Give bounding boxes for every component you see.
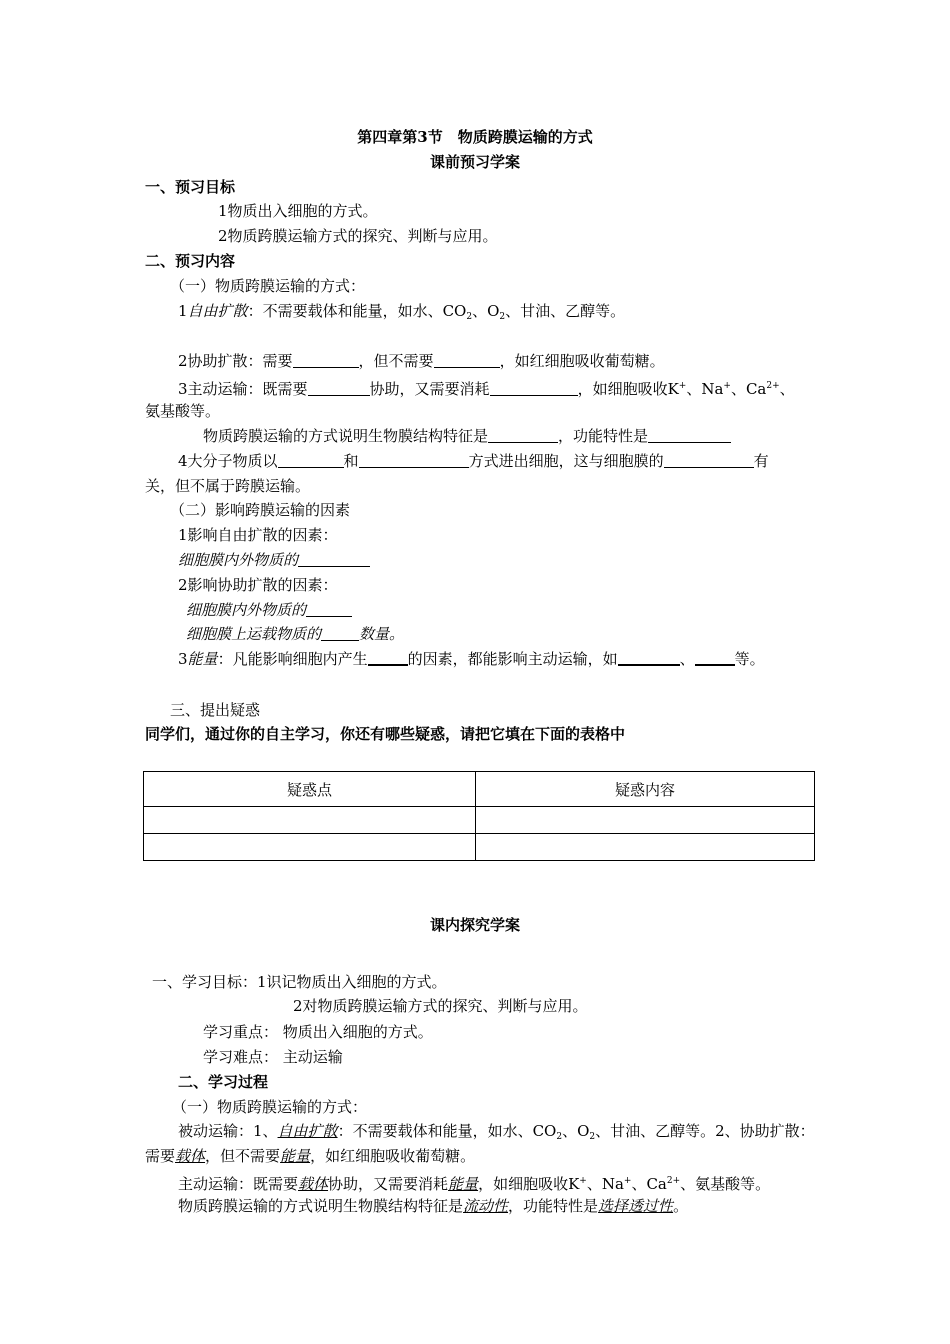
text: ：凡能影响细胞内产生 (217, 650, 368, 668)
text: ，如细胞吸收K (478, 1175, 580, 1193)
active-transport-line (178, 376, 795, 399)
learning-goal-line: 一、学习目标：1识记物质出入细胞的方式。 (152, 973, 447, 991)
text: 细胞膜内外物质的 (186, 601, 307, 619)
text: 3主动运输：既需要 (178, 380, 308, 398)
text: 协助，又需要消耗 (328, 1175, 449, 1193)
text: ：不需要载体和能量，如水、CO (337, 1122, 557, 1140)
text: 、Ca (631, 1175, 667, 1193)
text: 物质跨膜运输的方式说明生物膜结构特征是 (203, 427, 489, 445)
table-cell[interactable] (144, 834, 476, 861)
text: ，功能特性是 (558, 427, 649, 445)
answer-carrier: 载体 (298, 1175, 329, 1193)
fill-blank[interactable] (488, 427, 558, 443)
factor-heading: 1影响自由扩散的因素： (178, 526, 338, 544)
text: 数量。 (359, 625, 405, 643)
text: 、 (679, 650, 695, 668)
text: 有 (753, 452, 769, 470)
text: ，如细胞吸收K (577, 380, 679, 398)
term-free-diffusion: 自由扩散 (187, 302, 248, 320)
term-energy: 能量 (187, 650, 218, 668)
preview-subtitle: 课前预习学案 (429, 153, 520, 171)
passive-transport-line (178, 1121, 815, 1147)
energy-factor-line (178, 649, 765, 669)
membrane-feature-answer-line (178, 1196, 688, 1216)
macromolecule-line (178, 451, 769, 471)
text: ，功能特性是 (508, 1197, 599, 1215)
superscript: + (678, 381, 687, 391)
item-number: 3 (178, 650, 188, 668)
fill-blank[interactable] (664, 452, 754, 468)
answer-fluidity: 流动性 (463, 1197, 509, 1215)
active-transport-answer-line (178, 1171, 770, 1194)
fill-blank[interactable] (648, 427, 731, 443)
text: 4大分子物质以 (178, 452, 278, 470)
text: ，如红细胞吸收葡萄糖。 (310, 1147, 476, 1165)
table-row (144, 834, 815, 861)
subsection-heading: （二）影响跨膜运输的因素 (170, 501, 351, 519)
subscript: 2 (556, 1132, 563, 1142)
factor-line (186, 600, 352, 620)
section-heading-questions: 三、提出疑惑 (170, 701, 261, 719)
subscript: 2 (589, 1132, 596, 1142)
text: 的因素，都能影响主动运输，如 (407, 650, 618, 668)
text: 、 (779, 380, 795, 398)
table-cell[interactable] (476, 834, 815, 861)
goal-item: 2物质跨膜运输方式的探究、判断与应用。 (218, 227, 498, 245)
factor-line (178, 550, 370, 570)
superscript: + (579, 1176, 587, 1186)
inclass-subtitle: 课内探究学案 (429, 916, 520, 934)
superscript: + (623, 1176, 632, 1186)
section-heading-process: 二、学习过程 (178, 1073, 269, 1091)
term-free-diffusion: 自由扩散 (277, 1122, 338, 1140)
fill-blank[interactable] (278, 452, 344, 468)
answer-carrier: 载体 (175, 1147, 206, 1165)
text: 、甘油、乙醇等。2、协助扩散： (595, 1122, 815, 1140)
table-cell[interactable] (144, 807, 476, 834)
key-point: 学习重点： 物质出入细胞的方式。 (203, 1023, 433, 1041)
subscript: 2 (466, 312, 473, 322)
text: ，如红细胞吸收葡萄糖。 (499, 352, 665, 370)
fill-blank[interactable] (308, 380, 370, 396)
fill-blank[interactable] (695, 649, 735, 666)
table-cell[interactable] (476, 807, 815, 834)
text: 物质跨膜运输的方式说明生物膜结构特征是 (178, 1197, 464, 1215)
text: 2协助扩散：需要 (178, 352, 293, 370)
text: 细胞膜内外物质的 (178, 551, 299, 569)
text: 和 (343, 452, 359, 470)
text: 、O (472, 302, 500, 320)
subscript: 2 (499, 312, 506, 322)
table-header-row (144, 772, 815, 807)
membrane-feature-line (203, 426, 731, 446)
section-heading-goals: 一、预习目标 (145, 178, 236, 196)
questions-prompt: 同学们，通过你的自主学习，你还有哪些疑惑，请把它填在下面的表格中 (145, 725, 626, 743)
fill-blank[interactable] (298, 551, 370, 567)
text: ，但不需要 (205, 1147, 281, 1165)
text: 主动运输：既需要 (178, 1175, 299, 1193)
text: 被动运输：1、 (178, 1122, 278, 1140)
text: 。 (673, 1197, 689, 1215)
text: 、Ca (730, 380, 767, 398)
text: 、氨基酸等。 (680, 1175, 771, 1193)
text: 等。 (734, 650, 765, 668)
superscript: 2+ (766, 381, 780, 391)
factor-line (186, 624, 404, 644)
free-diffusion-line (178, 301, 625, 327)
answer-energy: 能量 (280, 1147, 311, 1165)
continuation-text: 关，但不属于跨膜运输。 (145, 477, 311, 495)
fill-blank[interactable] (306, 601, 352, 617)
goal-item: 1物质出入细胞的方式。 (218, 202, 378, 220)
answer-energy: 能量 (448, 1175, 479, 1193)
factor-heading: 2影响协助扩散的因素： (178, 576, 338, 594)
fill-blank[interactable] (359, 452, 469, 468)
fill-blank[interactable] (321, 625, 359, 641)
text: ，但不需要 (358, 352, 434, 370)
text: 、甘油、乙醇等。 (505, 302, 626, 320)
fill-blank[interactable] (368, 649, 408, 666)
superscript: + (723, 381, 731, 391)
questions-table (143, 771, 815, 861)
learning-goal-line: 2对物质跨膜运输方式的探究、判断与应用。 (293, 997, 588, 1015)
fill-blank[interactable] (293, 352, 359, 368)
text: 方式进出细胞，这与细胞膜的 (468, 452, 664, 470)
subsection-heading: （一）物质跨膜运输的方式： (172, 1098, 368, 1116)
subsection-heading: （一）物质跨膜运输的方式： (170, 277, 366, 295)
continuation-text: 氨基酸等。 (145, 402, 221, 420)
fill-blank[interactable] (434, 352, 500, 368)
text: 、Na (586, 1175, 624, 1193)
text: 需要 (145, 1147, 176, 1165)
table-row (144, 807, 815, 834)
answer-selective-permeability: 选择透过性 (598, 1197, 674, 1215)
table-header-cell: 疑惑内容 (476, 772, 815, 807)
text: 、Na (686, 380, 724, 398)
text: 细胞膜上运载物质的 (186, 625, 322, 643)
facilitated-line (145, 1146, 475, 1166)
difficult-point: 学习难点： 主动运输 (203, 1048, 343, 1066)
fill-blank[interactable] (618, 649, 680, 666)
section-heading-content: 二、预习内容 (145, 252, 236, 270)
table-header-cell: 疑惑点 (144, 772, 476, 807)
superscript: 2+ (666, 1176, 681, 1186)
text: ：不需要载体和能量，如水、CO (247, 302, 467, 320)
facilitated-diffusion-line (178, 351, 665, 371)
text: 、O (562, 1122, 590, 1140)
item-number: 1 (178, 302, 188, 320)
text: 协助，又需要消耗 (369, 380, 490, 398)
doc-title: 第四章第3节 物质跨膜运输的方式 (357, 128, 593, 146)
fill-blank[interactable] (490, 380, 578, 396)
